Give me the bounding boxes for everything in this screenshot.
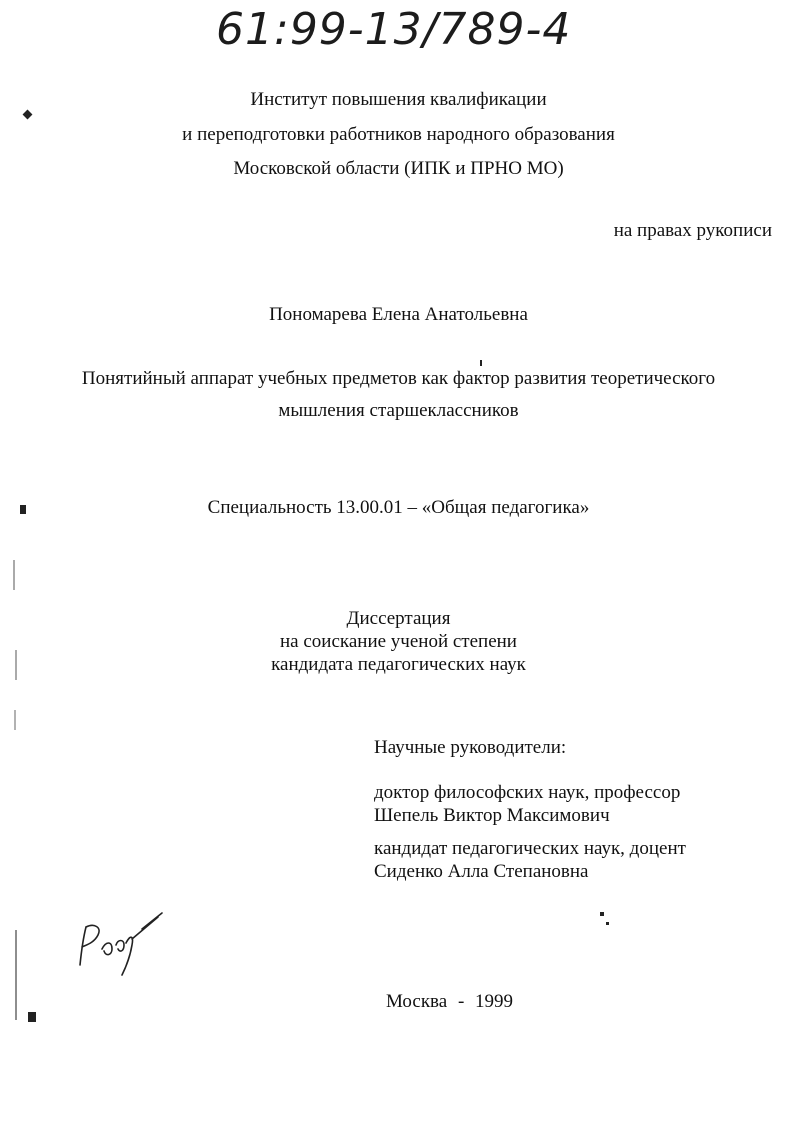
- supervisor-1-name: Шепель Виктор Максимович: [374, 805, 610, 826]
- supervisor-2-name: Сиденко Алла Степановна: [374, 861, 589, 882]
- city: Москва: [386, 991, 448, 1012]
- thesis-title-line-1: Понятийный аппарат учебных предметов как фактор развития теоретического: [81, 368, 716, 389]
- supervisor-1-degree: доктор философских наук, профессор: [374, 782, 681, 803]
- year: 1999: [475, 991, 514, 1012]
- institution-line-3: Московской области (ИПК и ПРНО МО): [233, 158, 564, 179]
- registration-stamp: [212, 2, 632, 52]
- registration-number: 61:99-13/789-4: [216, 4, 572, 52]
- scan-dot: [606, 922, 609, 925]
- author-name: Пономарева Елена Анатольевна: [269, 304, 528, 325]
- supervisors-heading: Научные руководители:: [374, 737, 567, 758]
- scan-dot: [480, 360, 482, 366]
- dissertation-label: Диссертация: [346, 608, 451, 629]
- scan-dot: [20, 505, 26, 514]
- handwritten-scribble: [72, 905, 182, 985]
- thesis-title-line-2: мышления старшеклассников: [278, 400, 519, 421]
- rights-note: на правах рукописи: [613, 220, 772, 241]
- institution-line-1: Институт повышения квалификации: [250, 89, 547, 110]
- city-year-separator: -: [457, 991, 465, 1012]
- city-year: [386, 990, 513, 1014]
- scan-dot: [28, 1012, 36, 1022]
- dissertation-degree-line: на соискание ученой степени: [280, 631, 517, 652]
- dissertation-field-line: кандидата педагогических наук: [271, 654, 526, 675]
- scan-dot: [600, 912, 604, 916]
- specialty: Специальность 13.00.01 – «Общая педагогика»: [207, 497, 590, 518]
- supervisor-2-degree: кандидат педагогических наук, доцент: [374, 838, 686, 859]
- institution-line-2: и переподготовки работников народного образования: [182, 124, 615, 145]
- scan-edge-marks: [10, 560, 24, 1020]
